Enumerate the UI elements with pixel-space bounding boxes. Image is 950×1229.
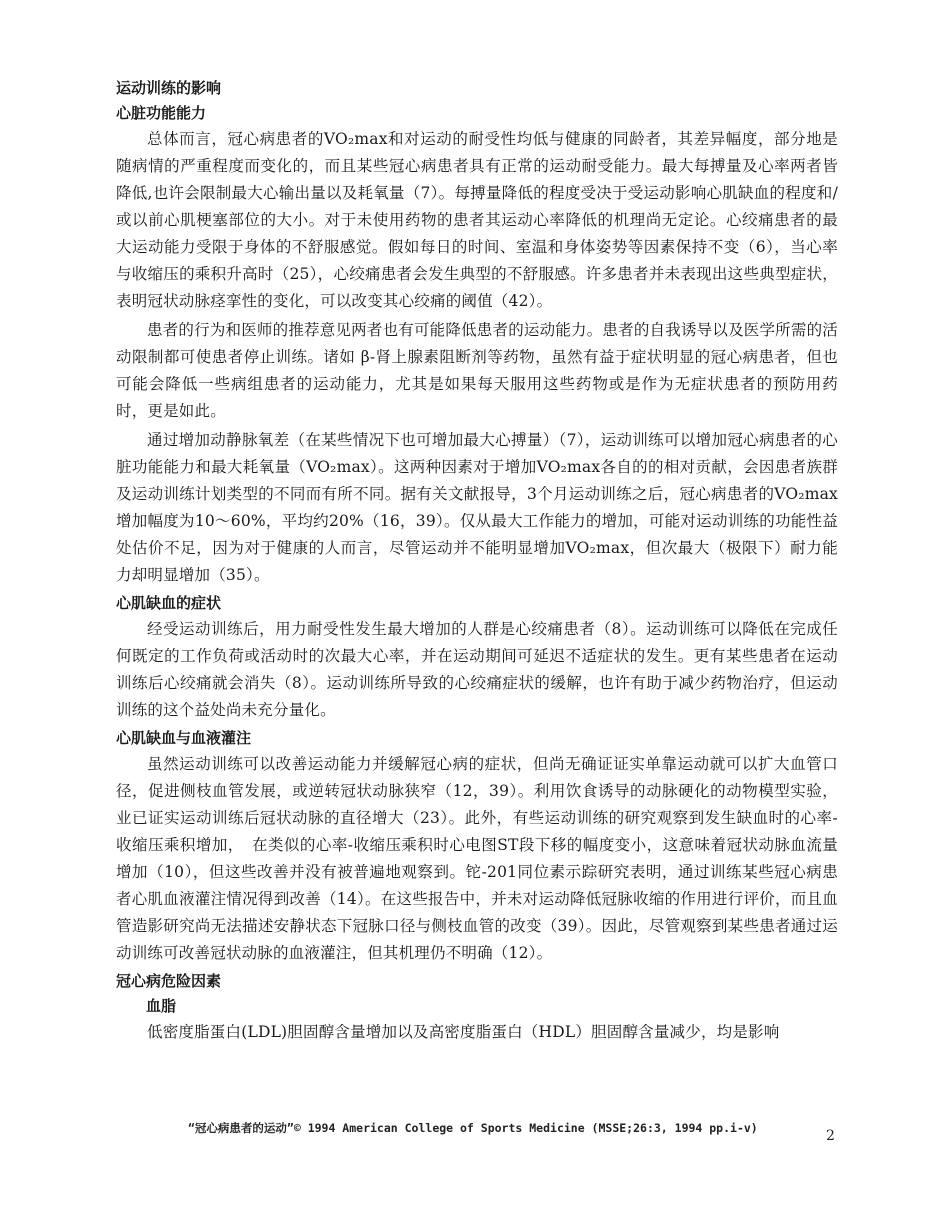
section-heading-training-effects: 运动训练的影响	[116, 79, 222, 97]
paragraph-5: 虽然运动训练可以改善运动能力并缓解冠心病的症状，但尚无确证证实单靠运动就可以扩大血管口径，促进侧枝血管发展，或逆转冠状动脉狭窄（12，39）。利用饮食诱导的动脉硬化的动物模型实验，业已证实运动训练后冠状动脉的直径增大（23）。此外，有些运动训练的研究观察到发生缺血时的心率-收缩压乘积增加， 在类似的心率-收缩压乘积时心电图ST段下移的幅度变小，这意味着冠状动脉血流量增加（10），但这些改善并没有被普遍地观察到。铊-201同位素示踪研究表明，通过训练某些冠心病患者心肌血液灌注情况得到改善（14）。在这些报告中，并未对运动降低冠脉收缩的作用进行评价，而且血管造影研究尚无法描述安静状态下冠脉口径与侧枝血管的改变（39）。因此，尽管观察到某些患者通过运动训练可改善冠状动脉的血液灌注，但其机理仍不明确（12）。	[116, 755, 838, 962]
paragraph-6: 低密度脂蛋白(LDL)胆固醇含量增加以及高密度脂蛋白（HDL）胆固醇含量减少，均是影响	[147, 1023, 780, 1041]
subheading-cardiac-capacity: 心脏功能能力	[116, 104, 207, 122]
subheading-lipids: 血脂	[146, 997, 177, 1015]
paragraph-3: 通过增加动静脉氧差（在某些情况下也可增加最大心搏量）（7），运动训练可以增加冠心病患者的心脏功能能力和最大耗氧量（VO₂max）。这两种因素对于增加VO₂max各自的的相对贡献，会因患者族群及运动训练计划类型的不同而有所不同。据有关文献报导，3个月运动训练之后，冠心病患者的VO₂max增加幅度为10～60%，平均约20%（16，39）。仅从最大工作能力的增加，可能对运动训练的功能性益处估价不足，因为对于健康的人而言，尽管运动并不能明显增加VO₂max，但次最大（极限下）耐力能力却明显增加（35）。	[116, 431, 838, 584]
subheading-ischemia-symptoms: 心肌缺血的症状	[116, 594, 222, 612]
paragraph-1: 总体而言，冠心病患者的VO₂max和对运动的耐受性均低与健康的同龄者，其差异幅度，部分地是随病情的严重程度而变化的，而且某些冠心病患者具有正常的运动耐受能力。最大每搏量及心率两者皆降低,也许会限制最大心输出量以及耗氧量（7）。每搏量降低的程度受决于受运动影响心肌缺血的程度和/或以前心肌梗塞部位的大小。对于未使用药物的患者其运动心率降低的机理尚无定论。心绞痛患者的最大运动能力受限于身体的不舒服感觉。假如每日的时间、室温和身体姿势等因素保持不变（6），当心率与收缩压的乘积升高时（25），心绞痛患者会发生典型的不舒服感。许多患者并未表现出这些典型症状，表明冠状动脉痉挛性的变化，可以改变其心绞痛的阈值（42）。	[116, 130, 838, 310]
paragraph-4: 经受运动训练后，用力耐受性发生最大增加的人群是心绞痛患者（8）。运动训练可以降低在完成任何既定的工作负荷或活动时的次最大心率，并在运动期间可延迟不适症状的发生。更有某些患者在运动训练后心绞痛就会消失（8）。运动训练所导致的心绞痛症状的缓解，也许有助于减少药物治疗，但运动训练的这个益处尚未充分量化。	[116, 620, 838, 719]
subheading-ischemia-perfusion: 心肌缺血与血液灌注	[116, 729, 252, 747]
footer-citation: “冠心病患者的运动”© 1994 American College of Sports Medicine (MSSE;26:3, 1994 pp.i-v)	[188, 1121, 758, 1135]
paragraph-2: 患者的行为和医师的推荐意见两者也有可能降低患者的运动能力。患者的自我诱导以及医学所需的活动限制都可使患者停止训练。诸如 β-肾上腺素阻断剂等药物，虽然有益于症状明显的冠心病患者，但也可能会降低一些病组患者的运动能力，尤其是如果每天服用这些药物或是作为无症状患者的预防用药时，更是如此。	[116, 321, 838, 420]
page-number: 2	[826, 1128, 835, 1144]
document-body	[116, 76, 838, 1048]
subheading-risk-factors: 冠心病危险因素	[116, 972, 222, 990]
